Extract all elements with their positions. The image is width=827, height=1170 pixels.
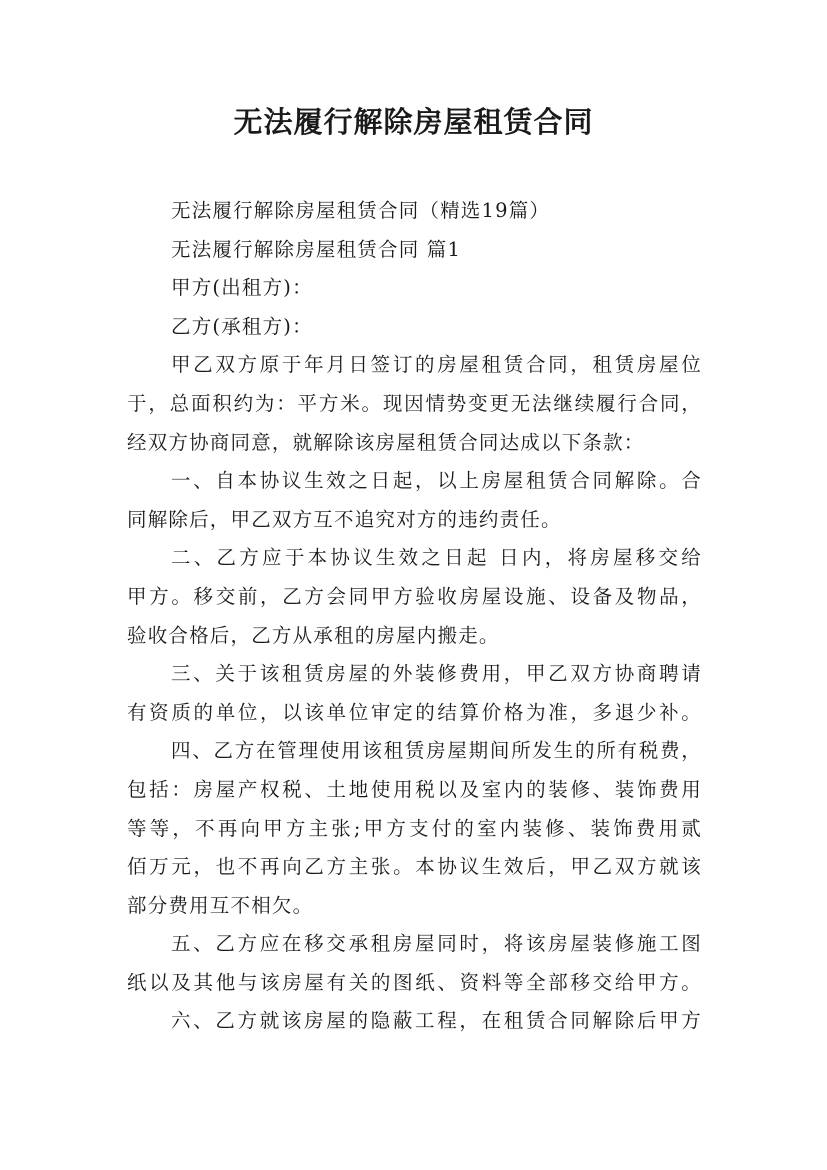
text-line: 等等，不再向甲方主张;甲方支付的室内装修、装饰费用贰: [127, 816, 702, 840]
text-line: 同解除后，甲乙双方互不追究对方的违约责任。: [127, 507, 562, 531]
text-line: 于，总面积约为：平方米。现因情势变更无法继续履行合同，: [127, 391, 702, 415]
text-line: 包括：房屋产权税、土地使用税以及室内的装修、装饰费用: [127, 777, 702, 801]
text-line-clause-2: 二、乙方应于本协议生效之日起 日内，将房屋移交给: [171, 546, 702, 570]
text-line-clause-1: 一、自本协议生效之日起，以上房屋租赁合同解除。合: [171, 469, 702, 493]
text-line-clause-3: 三、关于该租赁房屋的外装修费用，甲乙双方协商聘请: [171, 662, 702, 686]
document-body: [127, 192, 702, 1041]
text-line: 有资质的单位，以该单位审定的结算价格为准，多退少补。: [127, 700, 702, 724]
text-line-party-b: 乙方(承租方)：: [171, 314, 313, 338]
text-line: 佰万元，也不再向乙方主张。本协议生效后，甲乙双方就该: [127, 855, 702, 879]
text-line-party-a: 甲方(出租方)：: [171, 276, 313, 300]
text-line: 甲方。移交前，乙方会同甲方验收房屋设施、设备及物品，: [127, 584, 702, 608]
text-line-clause-4: 四、乙方在管理使用该租赁房屋期间所发生的所有税费，: [171, 739, 702, 763]
text-line: 验收合格后，乙方从承租的房屋内搬走。: [127, 623, 500, 647]
text-line: 纸以及其他与该房屋有关的图纸、资料等全部移交给甲方。: [127, 970, 702, 994]
text-line: 经双方协商同意，就解除该房屋租赁合同达成以下条款：: [127, 430, 645, 454]
text-line: 甲乙双方原于年月日签订的房屋租赁合同，租赁房屋位: [171, 353, 702, 377]
text-line-section-heading: 无法履行解除房屋租赁合同 篇1: [171, 237, 462, 261]
text-line-clause-5: 五、乙方应在移交承租房屋同时，将该房屋装修施工图: [171, 932, 702, 956]
document-title: 无法履行解除房屋租赁合同: [233, 105, 594, 139]
text-line-clause-6: 六、乙方就该房屋的隐蔽工程，在租赁合同解除后甲方: [171, 1009, 702, 1033]
text-line: 部分费用互不相欠。: [127, 893, 314, 917]
text-line-subtitle: 无法履行解除房屋租赁合同（精选19篇）: [171, 199, 551, 222]
